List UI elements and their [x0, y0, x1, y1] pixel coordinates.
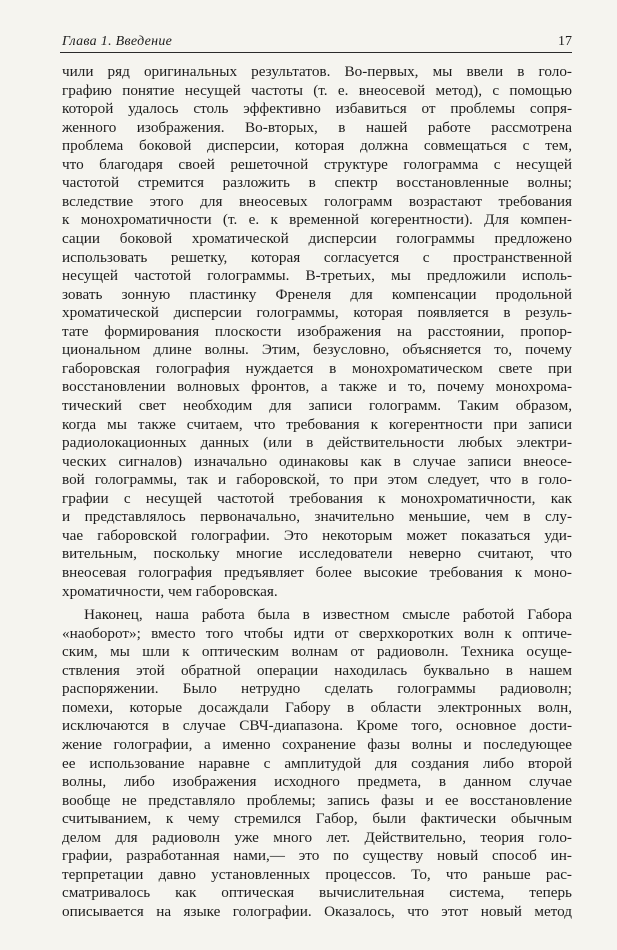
- text-line: женного изображения. Во-вторых, в нашей работе рассмотрена: [62, 118, 572, 136]
- text-line: использовать решетку, которая согласуется с пространственной: [62, 248, 572, 266]
- text-line: ским, мы шли к оптическим волнам от радиоволн. Техника осуще-: [62, 643, 572, 661]
- text-line: Наконец, наша работа была в известном смысле работой Габора: [84, 606, 572, 624]
- page-number: 17: [558, 34, 572, 49]
- text-line: что благодаря своей решеточной структуре голограмма с несущей: [62, 155, 572, 173]
- text-line: сации боковой хроматической дисперсии голограммы предложено: [62, 230, 572, 247]
- text-line: радиолокационных данных (или в действительности любых электри-: [62, 434, 572, 452]
- text-line: считыванием, к чему стремился Габор, были фактически обычным: [62, 810, 572, 828]
- text-line: графии с несущей частотой требования к монохроматичности, как: [62, 489, 572, 507]
- text-line: которой удалось столь эффективно избавиться от проблемы сопря-: [62, 100, 572, 118]
- text-line: вительным, поскольку многие исследователи неверно считают, что: [62, 545, 572, 563]
- text-line: габоровская голография нуждается в монохроматическом свете при: [62, 359, 572, 377]
- text-line: исключаются в случае СВЧ-диапазона. Кроме того, основное дости-: [62, 717, 572, 735]
- chapter-title: Глава 1. Введение: [62, 34, 173, 49]
- text-line: волны, либо изображения исходного предмета, в данном случае: [62, 773, 572, 791]
- text-line: вследствие этого для внеосевых голограмм возрастают требования: [62, 192, 572, 210]
- text-line: сматривалось как оптическая вычислительная система, теперь: [62, 884, 572, 902]
- text-line: жение голографии, а именно сохранение фазы волны и последующее: [62, 736, 572, 753]
- text-line: ствления этой обратной операции находилась буквально в нашем: [62, 661, 572, 679]
- text-line: ее использование наравне с амплитудой для создания либо второй: [62, 754, 572, 772]
- text-line: зовать зонную пластинку Френеля для компенсации продольной: [62, 285, 572, 303]
- text-line: хроматичности, чем габоровская.: [62, 582, 278, 600]
- text-line: частотой стремится разложить в спектр восстановленные волны;: [62, 174, 572, 192]
- text-line: «наоборот»; вместо того чтобы идти от сверхкоротких волн к оптиче-: [62, 624, 572, 642]
- text-line: терпретации давно установленных процессов. То, что раньше рас-: [62, 865, 572, 883]
- text-line: чили ряд оригинальных результатов. Во-первых, мы ввели в голо-: [62, 63, 572, 80]
- text-line: графию понятие несущей частоты (т. е. внеосевой метод), с помощью: [62, 81, 572, 99]
- text-line: когда мы также считаем, что требования к когерентности при записи: [62, 415, 572, 433]
- text-line: хроматической дисперсии голограммы, которая появляется в резуль-: [62, 304, 572, 322]
- text-line: описывается на языке голографии. Оказалось, что этот новый метод: [62, 903, 572, 920]
- text-line: проблема боковой дисперсии, которая должна совмещаться с тем,: [62, 137, 572, 155]
- running-head: [62, 33, 572, 53]
- text-line: тате формирования плоскости изображения на расстоянии, пропор-: [62, 322, 572, 340]
- text-line: и представлялось первоначально, значительно меньшие, чем в слу-: [62, 508, 572, 526]
- text-line: к монохроматичности (т. е. к временной когерентности). Для компен-: [62, 211, 572, 229]
- text-line: восстановлении волновых фронтов, а также и то, почему монохрома-: [62, 378, 572, 396]
- text-line: внеосевая голография предъявляет более высокие требования к моно-: [62, 564, 572, 581]
- text-line: графии, разработанная нами,— это по существу новый способ ин-: [62, 847, 572, 865]
- text-line: тический свет необходим для записи голограмм. Таким образом,: [62, 397, 572, 414]
- text-line: распоряжении. Было нетрудно сделать голограммы радиоволн;: [62, 680, 572, 698]
- text-line: несущей частотой голограммы. В-третьих, мы предложили исполь-: [62, 267, 572, 285]
- text-line: вообще не представляло проблемы; запись фазы и ее восстановление: [62, 791, 572, 809]
- text-line: делом для радиоволн уже много лет. Действительно, теория голо-: [62, 828, 572, 846]
- text-line: ческих сигналов) изначально одинаковы как в случае записи внеосе-: [62, 452, 572, 470]
- text-line: вой голограммы, так и габоровской, то при этом следует, что в голо-: [62, 471, 572, 489]
- text-line: помехи, которые досаждали Габору в области электронных волн,: [62, 698, 572, 716]
- text-line: циональном длине волны. Этим, безусловно, объясняется то, почему: [62, 341, 572, 359]
- text-line: чае габоровской голографии. Это некоторым может показаться уди-: [62, 526, 572, 544]
- header-rule: [60, 52, 572, 53]
